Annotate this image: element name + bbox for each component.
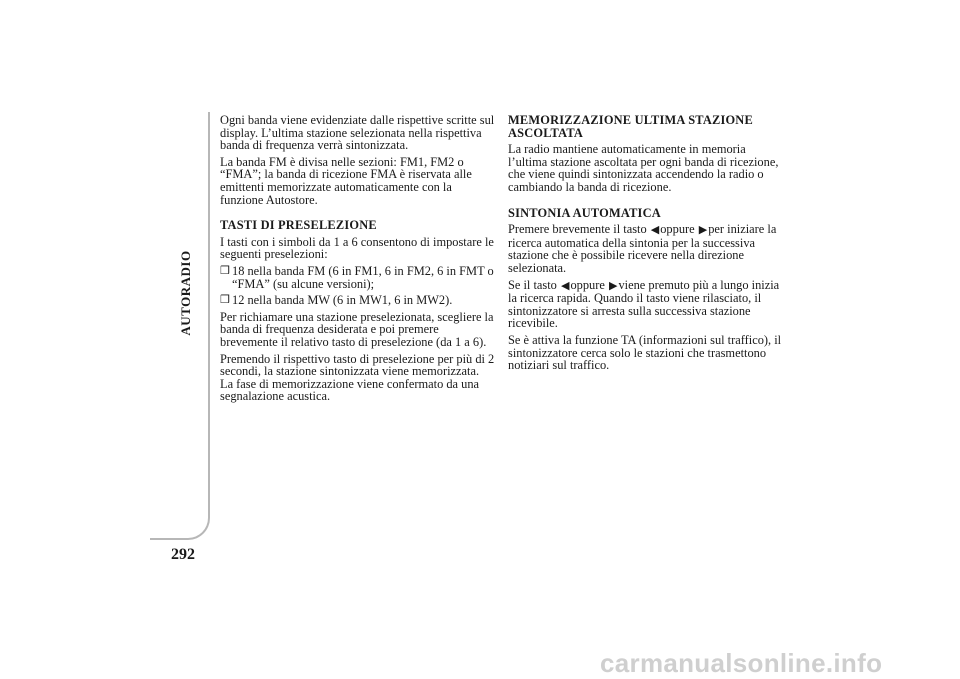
paragraph: I tasti con i simboli da 1 a 6 consentono di impostare le seguenti preselezioni: [220,234,494,262]
paragraph [508,279,788,330]
text-fragment: Premere brevemente il tasto [508,222,647,237]
checkbox-bullet-icon: ❒ [220,294,230,307]
text-fragment: oppure [570,277,605,292]
heading-auto-tuning: SINTONIA AUTOMATICA [508,205,661,220]
list-item-text: 12 nella banda MW (6 in MW1, 6 in MW2). [232,293,453,308]
checkbox-bullet-icon: ❒ [220,264,230,277]
text-fragment: viene premuto più a lungo inizia la ricerca rapida. Quando il tasto viene rilasciato, il sintonizzatore si arresta sulla successiva stazione ricevibile. [508,277,780,331]
list-item [220,294,495,307]
section-label: AUTORADIO [178,250,193,336]
heading-preselection: TASTI DI PRESELEZIONE [220,218,377,233]
triangle-right-icon: ▶ [698,224,708,237]
watermark: carmanualsonline.info [600,648,883,678]
paragraph: La banda FM è divisa nelle sezioni: FM1, FM2 o “FMA”; la banda di ricezione FMA è riservata alle emittenti memorizzate automaticamente con la funzione Autostore. [220,154,472,207]
paragraph [508,223,788,274]
paragraph: Premendo il rispettivo tasto di preselezione per più di 2 secondi, la stazione sintonizzata viene memorizzata. La fase di memorizzazione viene confermato da una segnalazione acustica. [220,351,495,404]
paragraph: Ogni banda viene evidenziate dalle rispettive scritte sul display. L’ultima stazione selezionata nella rispettiva banda di frequenza verrà sintonizzata. [220,113,495,153]
text-fragment: per iniziare la ricerca automatica della sintonia per la successiva stazione che è possibile ricevere nella direzione selezionata. [508,222,777,275]
list-item-text: 18 nella banda FM (6 in FM1, 6 in FM2, 6 in FMT o “FMA” (su alcune versioni); [232,263,494,291]
left-column [220,114,495,407]
text-fragment: Se il tasto [508,277,557,292]
paragraph: Per richiamare una stazione preselezionata, scegliere la banda di frequenza desiderata e poi premere brevemente il relativo tasto di preselezione (da 1 a 6). [220,309,494,349]
heading-last-station: MEMORIZZAZIONE ULTIMA STAZIONE ASCOLTATA [508,113,753,140]
paragraph: Se è attiva la funzione TA (informazioni sul traffico), il sintonizzatore cerca solo le stazioni che trasmettono notiziari sul traffico. [508,332,782,373]
triangle-left-icon: ◀ [560,279,570,292]
right-column [508,114,788,376]
list-item [220,265,495,290]
triangle-right-icon: ▶ [608,279,618,292]
text-fragment: oppure [660,222,695,237]
page-number: 292 [171,546,195,563]
paragraph: La radio mantiene automaticamente in memoria l’ultima stazione ascoltata per ogni banda di ricezione, che viene quindi sintonizzata accendendo la radio o cambiando la banda di ricezione. [508,142,779,194]
triangle-left-icon: ◀ [650,224,660,237]
